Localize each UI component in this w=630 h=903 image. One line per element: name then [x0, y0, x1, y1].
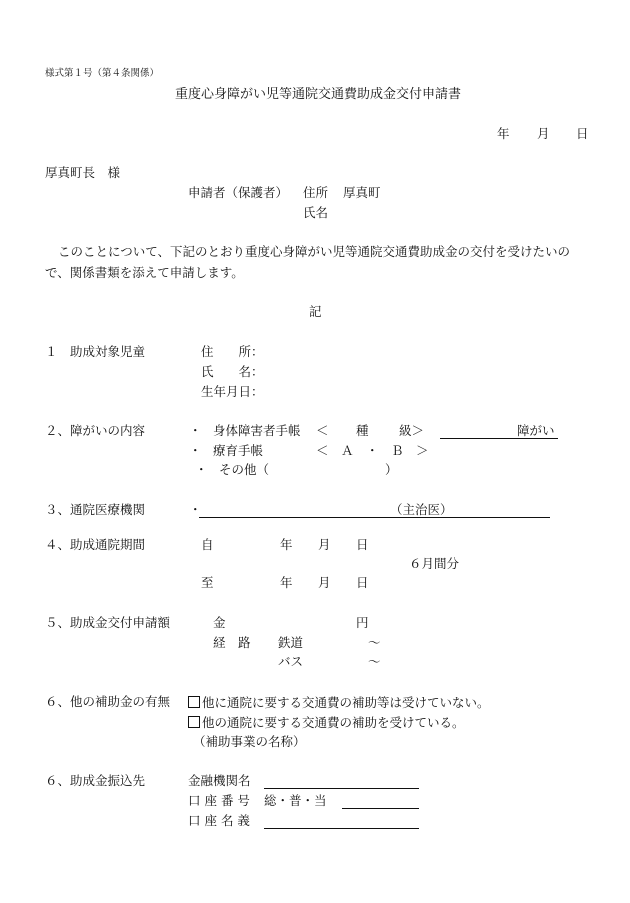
bus-tilde: ～ — [368, 654, 381, 669]
bullet: ・ — [189, 423, 202, 438]
applicant-address-label: 住所 — [303, 185, 329, 200]
body-text-line2: で、関係書類を添えて申請します。 — [45, 265, 244, 280]
account-type-options: 総・普・当 — [264, 793, 327, 808]
section3-heading: ３、通院医療機関 — [45, 502, 146, 517]
other-close-paren: ） — [385, 462, 398, 477]
disability-handbook-label: 身体障害者手帳 — [213, 423, 301, 438]
applicant-name-label: 氏名 — [303, 205, 329, 220]
account-number-label: 口 座 番 号 — [188, 793, 250, 808]
body-text-line1: このことについて、下記のとおり重度心身障がい児等通院交通費助成金の交付を受けたいの — [58, 244, 571, 259]
date-month-label: 月 — [537, 126, 550, 141]
no-subsidy-text: 他に通院に要する交通費の補助等は受けていない。 — [202, 695, 490, 710]
section6b-heading: ６、助成金振込先 — [45, 773, 146, 788]
section6a-heading: ６、他の補助金の有無 — [45, 694, 171, 709]
type-label: 種 — [356, 423, 369, 438]
bracket-open: ＜ — [316, 423, 329, 438]
rehabilitation-handbook-label: 療育手帳 — [213, 443, 264, 458]
from-day-label: 日 — [356, 537, 369, 552]
disability-suffix: 障がい — [517, 423, 555, 438]
bullet: ・ — [189, 502, 202, 517]
subsidy-program-label: （補助事業の名称） — [193, 734, 306, 749]
rehabilitation-grade-options: ＜ Ａ ・ Ｂ ＞ — [316, 443, 429, 458]
duration-label: ６月間分 — [409, 556, 460, 571]
addressee: 厚真町長 様 — [45, 165, 121, 180]
section1-heading: １ 助成対象児童 — [45, 344, 146, 359]
from-month-label: 月 — [318, 537, 331, 552]
child-birthdate-label: 生年月日： — [201, 384, 264, 399]
account-number-field[interactable] — [342, 808, 419, 809]
amount-label: 金 — [213, 615, 226, 630]
ki-heading: 記 — [309, 304, 322, 319]
medical-institution-field[interactable] — [199, 517, 550, 518]
to-label: 至 — [201, 575, 214, 590]
rail-tilde: ～ — [368, 635, 381, 650]
form-number: 様式第１号（第４条関係） — [45, 68, 160, 79]
section4-heading: ４、助成通院期間 — [45, 537, 146, 552]
grade-label: 級＞ — [399, 423, 425, 438]
bullet: ・ — [195, 462, 208, 477]
child-name-label: 氏 名： — [201, 364, 264, 379]
document-title: 重度心身障がい児等通院交通費助成金交付申請書 — [175, 87, 462, 102]
no-subsidy-option[interactable] — [188, 696, 490, 710]
account-name-field[interactable] — [264, 828, 419, 829]
section2-heading: ２、障がいの内容 — [45, 423, 146, 438]
yen-label: 円 — [356, 615, 369, 630]
route-label: 経 路 — [213, 635, 251, 650]
account-name-label: 口 座 名 義 — [188, 813, 250, 828]
to-year-label: 年 — [280, 575, 293, 590]
from-label: 自 — [201, 537, 214, 552]
bank-name-label: 金融機関名 — [188, 773, 251, 788]
has-subsidy-option[interactable] — [188, 716, 465, 730]
date-day-label: 日 — [576, 126, 589, 141]
rail-label: 鉄道 — [278, 635, 304, 650]
has-subsidy-text: 他の通院に要する交通費の補助を受けている。 — [202, 715, 465, 730]
date-year-label: 年 — [497, 126, 510, 141]
child-address-label: 住 所： — [201, 344, 264, 359]
to-month-label: 月 — [318, 575, 331, 590]
bank-name-field[interactable] — [264, 788, 419, 789]
disability-type-field[interactable] — [440, 438, 558, 439]
other-label: その他（ — [219, 462, 270, 477]
bullet: ・ — [189, 443, 202, 458]
checkbox[interactable] — [188, 696, 200, 708]
applicant-address-value: 厚真町 — [343, 185, 381, 200]
doctor-label: （主治医） — [390, 502, 453, 517]
section5-heading: ５、助成金交付申請額 — [45, 615, 171, 630]
to-day-label: 日 — [356, 575, 369, 590]
applicant-label: 申請者（保護者） — [188, 185, 289, 200]
checkbox[interactable] — [188, 716, 200, 728]
from-year-label: 年 — [280, 537, 293, 552]
bus-label: バス — [278, 654, 304, 669]
